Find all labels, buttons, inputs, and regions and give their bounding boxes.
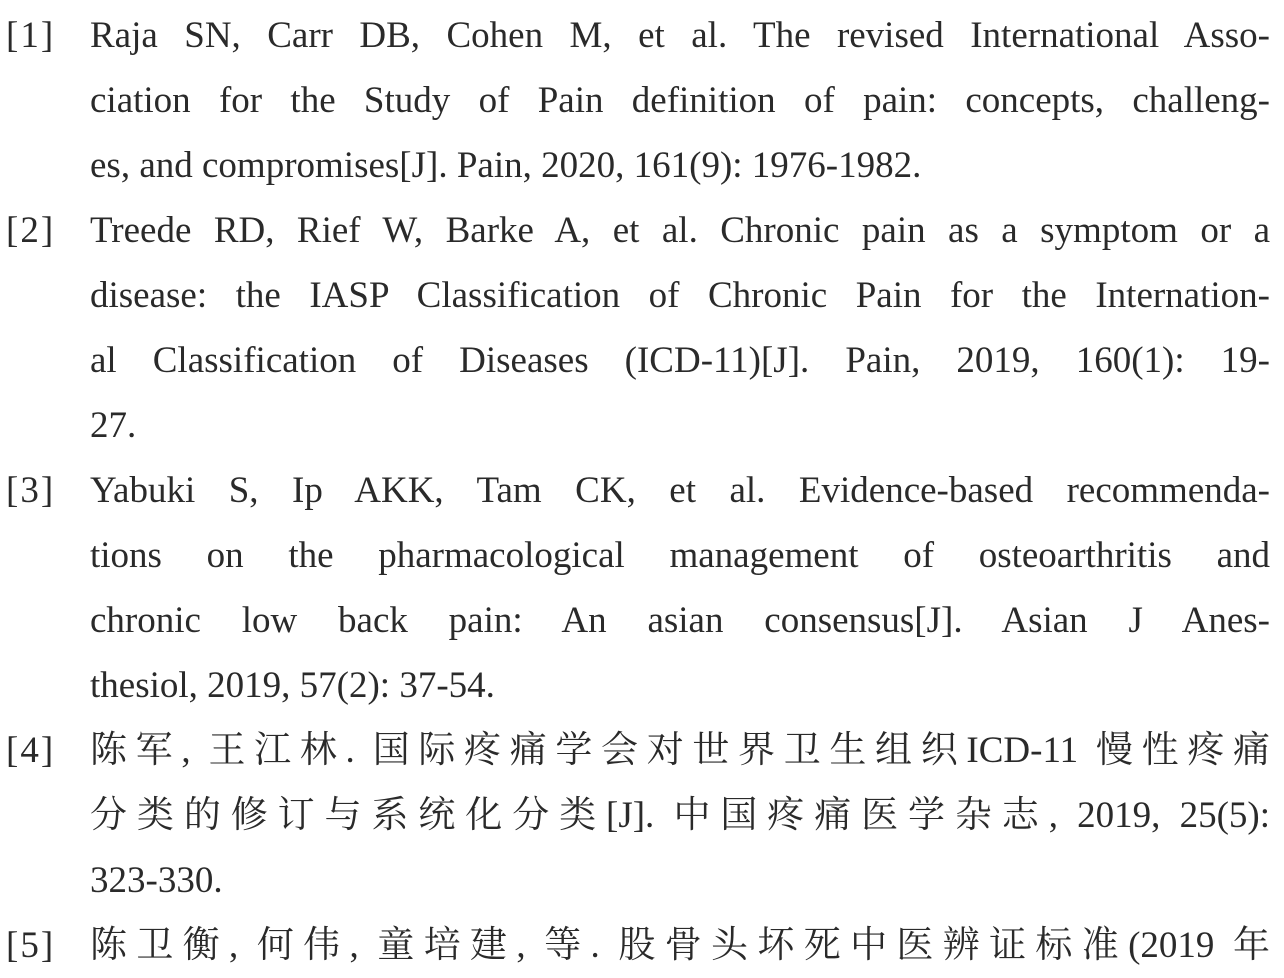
reference-4-text-line-1: 陈军, 王江林. 国际疼痛学会对世界卫生组织ICD-11 慢性疼痛 [90, 730, 1270, 771]
reference-1-line-2 [0, 68, 1284, 133]
reference-2-text-line-2: disease: the IASP Classification of Chronic Pain for the Internation- [90, 275, 1270, 316]
reference-2-line-3 [0, 328, 1284, 393]
reference-5-text-line-1: 陈卫衡, 何伟, 童培建, 等. 股骨头坏死中医辨证标准(2019 年 [90, 925, 1270, 966]
reference-1-line-3 [0, 133, 1284, 198]
reference-5-marker: [5] [6, 925, 56, 966]
reference-1-marker: [1] [6, 15, 56, 56]
reference-2-text-line-4: 27. [90, 405, 137, 446]
reference-3-line-4 [0, 653, 1284, 718]
reference-1-line-1 [0, 3, 1284, 68]
reference-2-marker: [2] [6, 210, 56, 251]
reference-4-line-1 [0, 718, 1284, 783]
reference-4-marker: [4] [6, 730, 56, 771]
reference-2-line-4 [0, 393, 1284, 458]
reference-4-line-2 [0, 783, 1284, 848]
reference-5-line-1 [0, 913, 1284, 978]
reference-3-line-2 [0, 523, 1284, 588]
reference-1-text-line-2: ciation for the Study of Pain definition of pain: concepts, challeng- [90, 80, 1270, 121]
reference-2-text-line-3: al Classification of Diseases (ICD-11)[J]. Pain, 2019, 160(1): 19- [90, 340, 1270, 381]
reference-1-text-line-3: es, and compromises[J]. Pain, 2020, 161(9): 1976-1982. [90, 145, 922, 186]
reference-3-text-line-1: Yabuki S, Ip AKK, Tam CK, et al. Evidence-based recommenda- [90, 470, 1270, 511]
reference-2-text-line-1: Treede RD, Rief W, Barke A, et al. Chronic pain as a symptom or a [90, 210, 1270, 251]
reference-4-text-line-3: 323-330. [90, 860, 223, 901]
reference-4-text-line-2: 分类的修订与系统化分类[J]. 中国疼痛医学杂志, 2019, 25(5): [90, 795, 1270, 836]
reference-3-text-line-4: thesiol, 2019, 57(2): 37-54. [90, 665, 495, 706]
reference-3-text-line-3: chronic low back pain: An asian consensus[J]. Asian J Anes- [90, 600, 1270, 641]
reference-3-line-3 [0, 588, 1284, 653]
reference-4-line-3 [0, 848, 1284, 913]
reference-3-marker: [3] [6, 470, 56, 511]
reference-3-line-1 [0, 458, 1284, 523]
reference-2-line-2 [0, 263, 1284, 328]
reference-2-line-1 [0, 198, 1284, 263]
reference-1-text-line-1: Raja SN, Carr DB, Cohen M, et al. The revised International Asso- [90, 15, 1270, 56]
reference-3-text-line-2: tions on the pharmacological management of osteoarthritis and [90, 535, 1270, 576]
